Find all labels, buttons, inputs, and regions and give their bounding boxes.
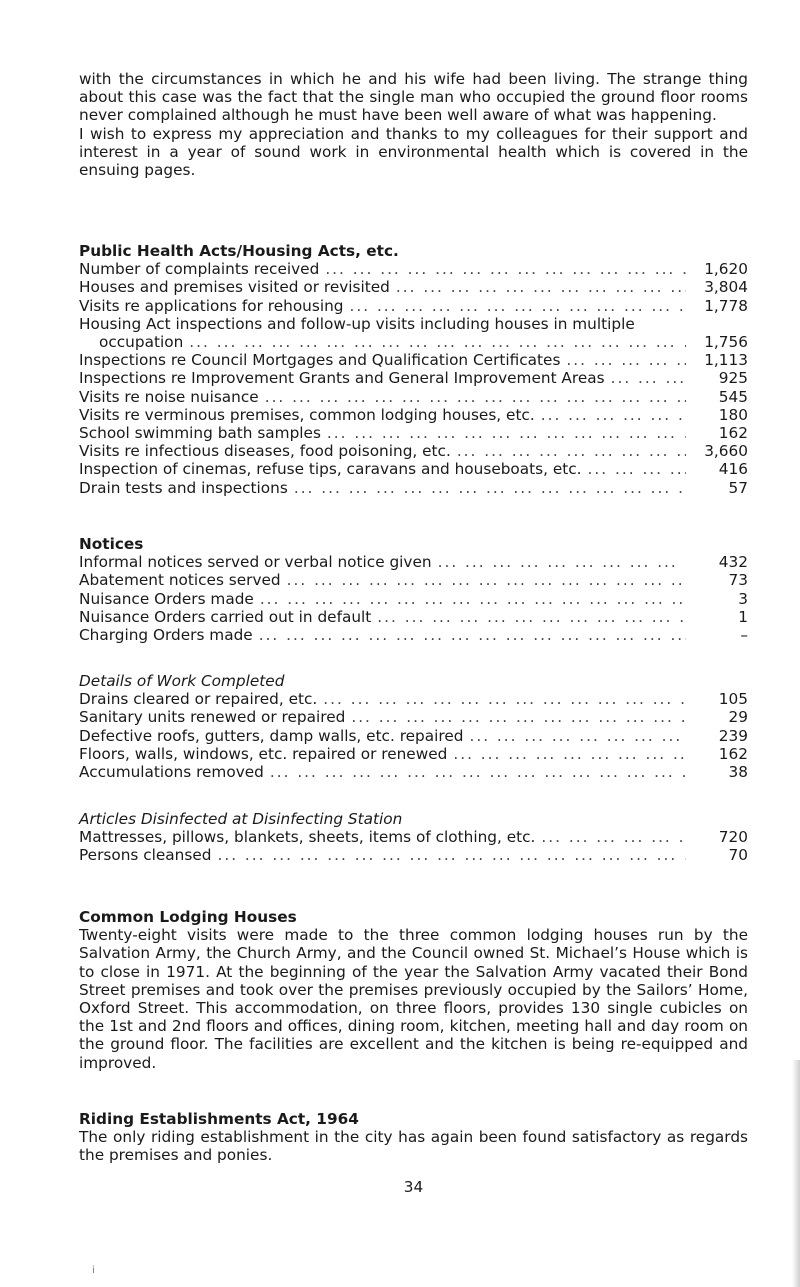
section-heading: Notices [79,535,144,553]
table-row: Accumulations removed ... . 38 [79,763,748,781]
table-row: Floors, walls, windows, etc. repaired or renewed ... . 162 [79,745,748,763]
disinfected-section [79,810,748,865]
intro-paragraph-2: I wish to express my appreciation and thanks to my colleagues for their support and interest in a year of sound work in environmental health which is covered in the ensuing pages. [79,124,748,180]
table-row: Visits re infectious diseases, food poisoning, etc. ... . 3,660 [79,442,748,460]
stray-mark: i [92,1265,95,1276]
table-row: Visits re verminous premises, common lodging houses, etc. ... . 180 [79,406,748,424]
section-heading: Details of Work Completed [79,672,285,690]
section-heading: Riding Establishments Act, 1964 [79,1110,359,1128]
table-row: Visits re noise nuisance ... . 545 [79,388,748,406]
section-heading: Articles Disinfected at Disinfecting Station [79,810,403,828]
table-row: Mattresses, pillows, blankets, sheets, items of clothing, etc. ... . 720 [79,828,748,846]
table-row: Inspections re Improvement Grants and General Improvement Areas ... . 925 [79,369,748,387]
table-row: Charging Orders made ... . – [79,626,748,644]
table-row: Inspection of cinemas, refuse tips, caravans and houseboats, etc. ... . 416 [79,460,748,478]
table-row: Persons cleansed ... . 70 [79,846,748,864]
table-row: School swimming bath samples ... . 162 [79,424,748,442]
table-row: Visits re applications for rehousing ... . 1,778 [79,297,748,315]
page-edge-shadow [792,1060,800,1287]
table-row: Nuisance Orders carried out in default ... . 1 [79,608,748,626]
section-body: Twenty-eight visits were made to the three common lodging houses run by the Salvation Army, the Church Army, and the Council owned St. Michael’s House which is to close in 1971. At the beginning of the year the Salvation Army vacated their Bond Street premises and took over the premises previously occupied by the Sailors’ Home, Oxford Street. This accommodation, on three floors, provides 130 single cubicles on the 1st and 2nd floors and offices, dining room, kitchen, meeting hall and day room on the ground floor. The facilities are excellent and the kitchen is being re-equipped and improved. [79,926,748,1072]
table-row: Drain tests and inspections ... . 57 [79,479,748,497]
table-row: Defective roofs, gutters, damp walls, etc. repaired ... . 239 [79,727,748,745]
notices-section [79,535,748,644]
riding-section [79,1110,748,1165]
section-body: The only riding establishment in the city has again been found satisfactory as regards the premises and ponies. [79,1128,748,1165]
table-row: Number of complaints received ... . 1,620 [79,260,748,278]
table-row: Sanitary units renewed or repaired ... . 29 [79,708,748,726]
public-health-section [79,242,748,497]
common-lodging-section [79,908,748,1072]
table-row: Nuisance Orders made ... . 3 [79,590,748,608]
intro-paragraph-1: with the circumstances in which he and his wife had been living. The strange thing about this case was the fact that the single man who occupied the ground floor rooms never complained although he must have been well aware of what was happening. [79,70,748,125]
page-number: 34 [403,1178,424,1196]
table-row: Abatement notices served ... . 73 [79,571,748,589]
table-row: Houses and premises visited or revisited ... . 3,804 [79,278,748,296]
row-label-line1: Housing Act inspections and follow-up visits including houses in multiple [79,314,635,333]
table-row: Inspections re Council Mortgages and Qualification Certificates ... . 1,113 [79,351,748,369]
work-completed-section [79,672,748,781]
table-row: Drains cleared or repaired, etc. ... . 105 [79,690,748,708]
section-heading: Common Lodging Houses [79,908,297,926]
section-heading: Public Health Acts/Housing Acts, etc. [79,242,399,260]
table-row: Informal notices served or verbal notice given ... . 432 [79,553,748,571]
table-row-multiline: Housing Act inspections and follow-up visits including houses in multiple occupation ... . 1,756 [79,315,748,351]
intro-section [79,70,748,179]
